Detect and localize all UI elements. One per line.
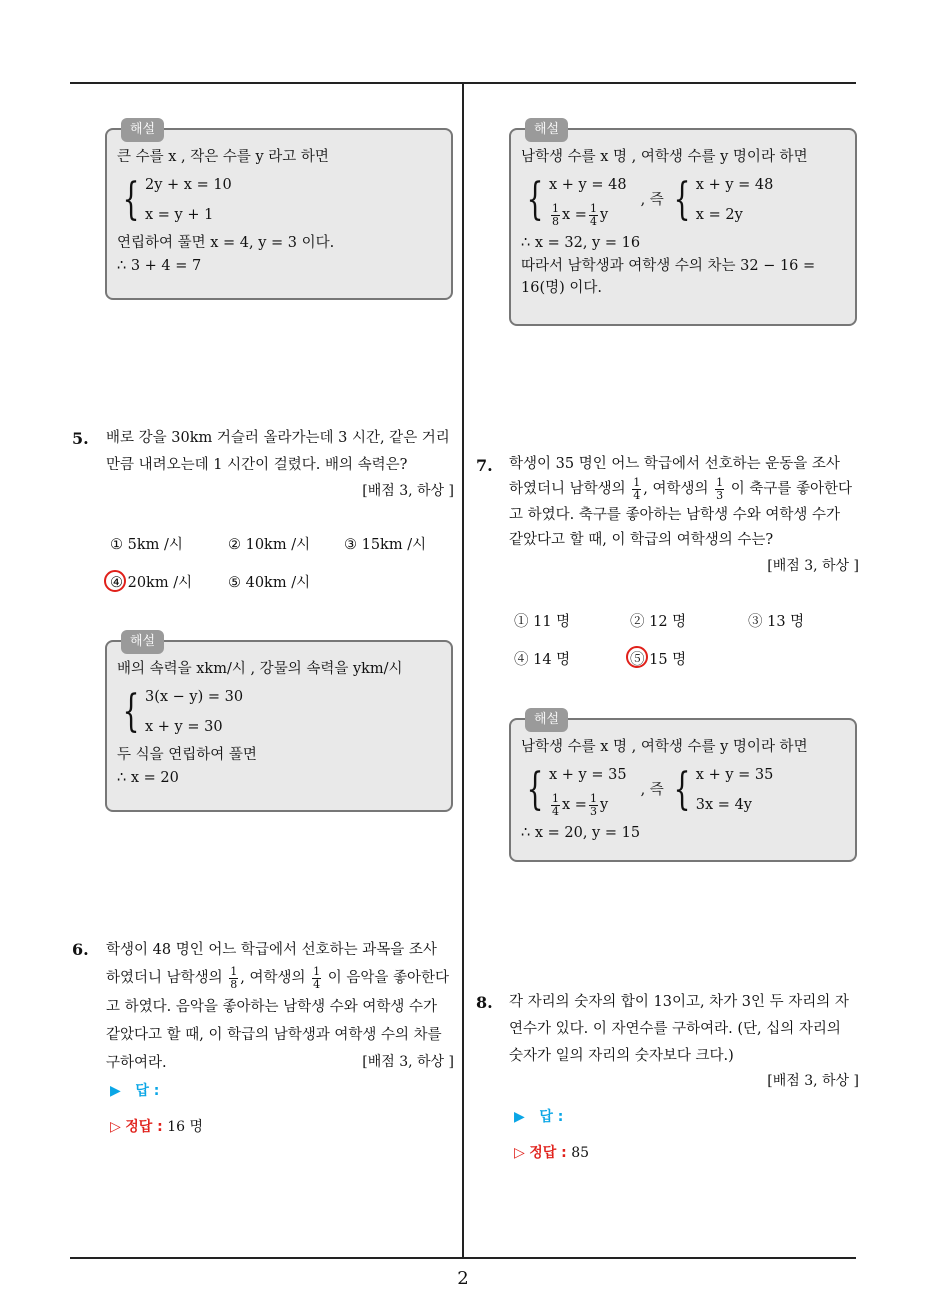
- fraction: $\frac{1}{4}$: [633, 476, 641, 502]
- question-text: 같았다고 할 때, 이 학급의 여학생의 수는?: [509, 532, 774, 549]
- choice-4[interactable]: ④ 20km /시: [110, 575, 193, 591]
- answer-circle-icon: [104, 570, 126, 592]
- equation: x + y = 48: [695, 177, 774, 194]
- answer-circle-icon: [626, 646, 648, 668]
- question-number: 5.: [72, 429, 89, 448]
- question-5: [106, 425, 454, 505]
- question-number: 6.: [72, 940, 89, 959]
- choice-3[interactable]: ③ 15km /시: [344, 537, 427, 553]
- equation: x + y = 30: [145, 719, 223, 736]
- solution-result: ∴ x = 20: [117, 769, 179, 786]
- score-label: [배점 3, 하상 ]: [362, 482, 454, 499]
- question-7: [509, 452, 859, 578]
- question-text: 배로 강을 30km 거슬러 올라가는데 3 시간, 같은 거리: [106, 430, 450, 446]
- equation-system: { 2y + x = 10 x = y + 1: [117, 170, 441, 230]
- solution-tag: 해설: [525, 708, 568, 732]
- equation: 3x = 4y: [695, 797, 752, 814]
- question-text: 만큼 내려오는데 1 시간이 걸렸다. 배의 속력은?: [106, 456, 408, 473]
- choice-3[interactable]: ③ 13 명: [748, 614, 805, 630]
- question-text: 같았다고 할 때, 이 학급의 남학생과 여학생 수의 차를: [106, 1026, 442, 1043]
- equation-system: { 3(x − y) = 30 x + y = 30: [117, 682, 441, 742]
- question-number: 8.: [476, 993, 493, 1012]
- play-icon: ▶: [514, 1109, 525, 1125]
- choices-q5: [110, 533, 460, 593]
- equation-system: { x + y = 48 x = 2y: [668, 170, 774, 230]
- bottom-rule: [70, 1257, 856, 1259]
- equation-system: { x + y = 35 3x = 4y: [668, 760, 774, 820]
- question-text: 학생이 35 명인 어느 학급에서 선호하는 운동을 조사: [509, 456, 840, 472]
- choice-5[interactable]: ⑤ 40km /시: [228, 575, 311, 591]
- correct-answer: ▷ 정답 : 85: [514, 1145, 590, 1161]
- choice-2[interactable]: ② 10km /시: [228, 537, 311, 553]
- solution-text: 연립하여 풀면 x = 4, y = 3 이다.: [117, 235, 335, 252]
- solution-text: 남학생 수를 x 명 , 여학생 수를 y 명이라 하면: [521, 149, 808, 165]
- solution-text: 두 식을 연립하여 풀면: [117, 747, 257, 764]
- solution-tag: 해설: [121, 630, 164, 654]
- solution-text: 따라서 남학생과 여학생 수의 차는 32 − 16 =: [521, 257, 816, 274]
- question-text: 연수가 있다. 이 자연수를 구하여라. (단, 십의 자리의: [509, 1020, 841, 1037]
- outline-play-icon: ▷: [110, 1119, 121, 1135]
- separator: , 즉: [640, 782, 664, 799]
- equation: x = 2y: [695, 207, 743, 224]
- solution-tag: 해설: [121, 118, 164, 142]
- equation: 3(x − y) = 30: [145, 689, 244, 706]
- score-label: [배점 3, 하상 ]: [767, 557, 859, 574]
- choice-4[interactable]: ④ 14 명: [514, 652, 571, 668]
- answer-field[interactable]: ▶ 답 :: [110, 1083, 160, 1099]
- fraction: $\frac{1}{4}$: [313, 965, 321, 991]
- equation-system: { x + y = 35 $\frac{1}{4}$ x = $\frac{1}{3}$ y: [521, 760, 627, 820]
- fraction: $\frac{1}{8}$: [230, 965, 238, 991]
- equation: 2y + x = 10: [145, 177, 232, 194]
- outline-play-icon: ▷: [514, 1145, 525, 1161]
- solution-result: ∴ x = 32, y = 16: [521, 235, 641, 252]
- score-label: [배점 3, 하상 ]: [362, 1054, 454, 1071]
- play-icon: ▶: [110, 1083, 121, 1099]
- equation-system: { x + y = 48 $\frac{1}{8}$ x = $\frac{1}{4}$ y: [521, 170, 627, 230]
- solution-text: 16(명) 이다.: [521, 280, 603, 297]
- question-8: [509, 989, 859, 1095]
- score-label: [배점 3, 하상 ]: [767, 1073, 859, 1090]
- choice-2[interactable]: ② 12 명: [630, 614, 687, 630]
- question-text: 고 하였다. 음악을 좋아하는 남학생 수와 여학생 수가: [106, 998, 438, 1015]
- solution-box-q4: [105, 122, 453, 300]
- solution-box-q6: [509, 122, 857, 326]
- page-number: 2: [457, 1268, 469, 1289]
- question-text-with-fractions: 하였더니 남학생의 $\frac{1}{8}$ , 여학생의 $\frac{1}{4}$ 이 음악을 좋아한다: [106, 965, 450, 991]
- choices-q7: [514, 610, 864, 670]
- solution-text: 남학생 수를 x 명 , 여학생 수를 y 명이라 하면: [521, 739, 808, 755]
- solution-result: ∴ 3 + 4 = 7: [117, 257, 202, 274]
- fraction: $\frac{1}{3}$: [716, 476, 724, 502]
- question-text: 고 하였다. 축구를 좋아하는 남학생 수와 여학생 수가: [509, 506, 841, 523]
- choice-1[interactable]: ① 5km /시: [110, 537, 183, 553]
- equation: x = y + 1: [145, 207, 214, 224]
- equation-fraction: $\frac{1}{4}$ x = $\frac{1}{3}$ y: [552, 792, 609, 818]
- solution-text: 큰 수를 x , 작은 수를 y 라고 하면: [117, 149, 329, 165]
- choice-5[interactable]: ⑤ 15 명: [630, 652, 687, 668]
- separator: , 즉: [640, 192, 664, 209]
- solution-result: ∴ x = 20, y = 15: [521, 825, 641, 842]
- column-divider: [462, 82, 464, 1258]
- answer-field[interactable]: ▶ 답 :: [514, 1109, 564, 1125]
- solution-tag: 해설: [525, 118, 568, 142]
- question-text: 각 자리의 숫자의 합이 13이고, 차가 3인 두 자리의 자: [509, 994, 849, 1010]
- equation-fraction: $\frac{1}{8}$ x = $\frac{1}{4}$ y: [552, 202, 609, 228]
- question-text: 숫자가 일의 자리의 숫자보다 크다.): [509, 1047, 734, 1064]
- equation: x + y = 35: [549, 767, 627, 784]
- question-6: [106, 936, 454, 1077]
- solution-box-q5: [105, 634, 453, 812]
- question-text-with-fractions: 하였더니 남학생의 $\frac{1}{4}$ , 여학생의 $\frac{1}{3}$ 이 축구를 좋아한다: [509, 476, 853, 502]
- question-number: 7.: [476, 456, 493, 475]
- solution-text: 배의 속력을 xkm/시 , 강물의 속력을 ykm/시: [117, 661, 403, 677]
- choice-1[interactable]: ① 11 명: [514, 614, 571, 630]
- equation: x + y = 48: [549, 177, 627, 194]
- equation: x + y = 35: [695, 767, 774, 784]
- question-text: 학생이 48 명인 어느 학급에서 선호하는 과목을 조사: [106, 942, 437, 958]
- solution-box-q7: [509, 712, 857, 862]
- question-text: 구하여라.: [106, 1055, 167, 1072]
- correct-answer: ▷ 정답 : 16 명: [110, 1119, 204, 1135]
